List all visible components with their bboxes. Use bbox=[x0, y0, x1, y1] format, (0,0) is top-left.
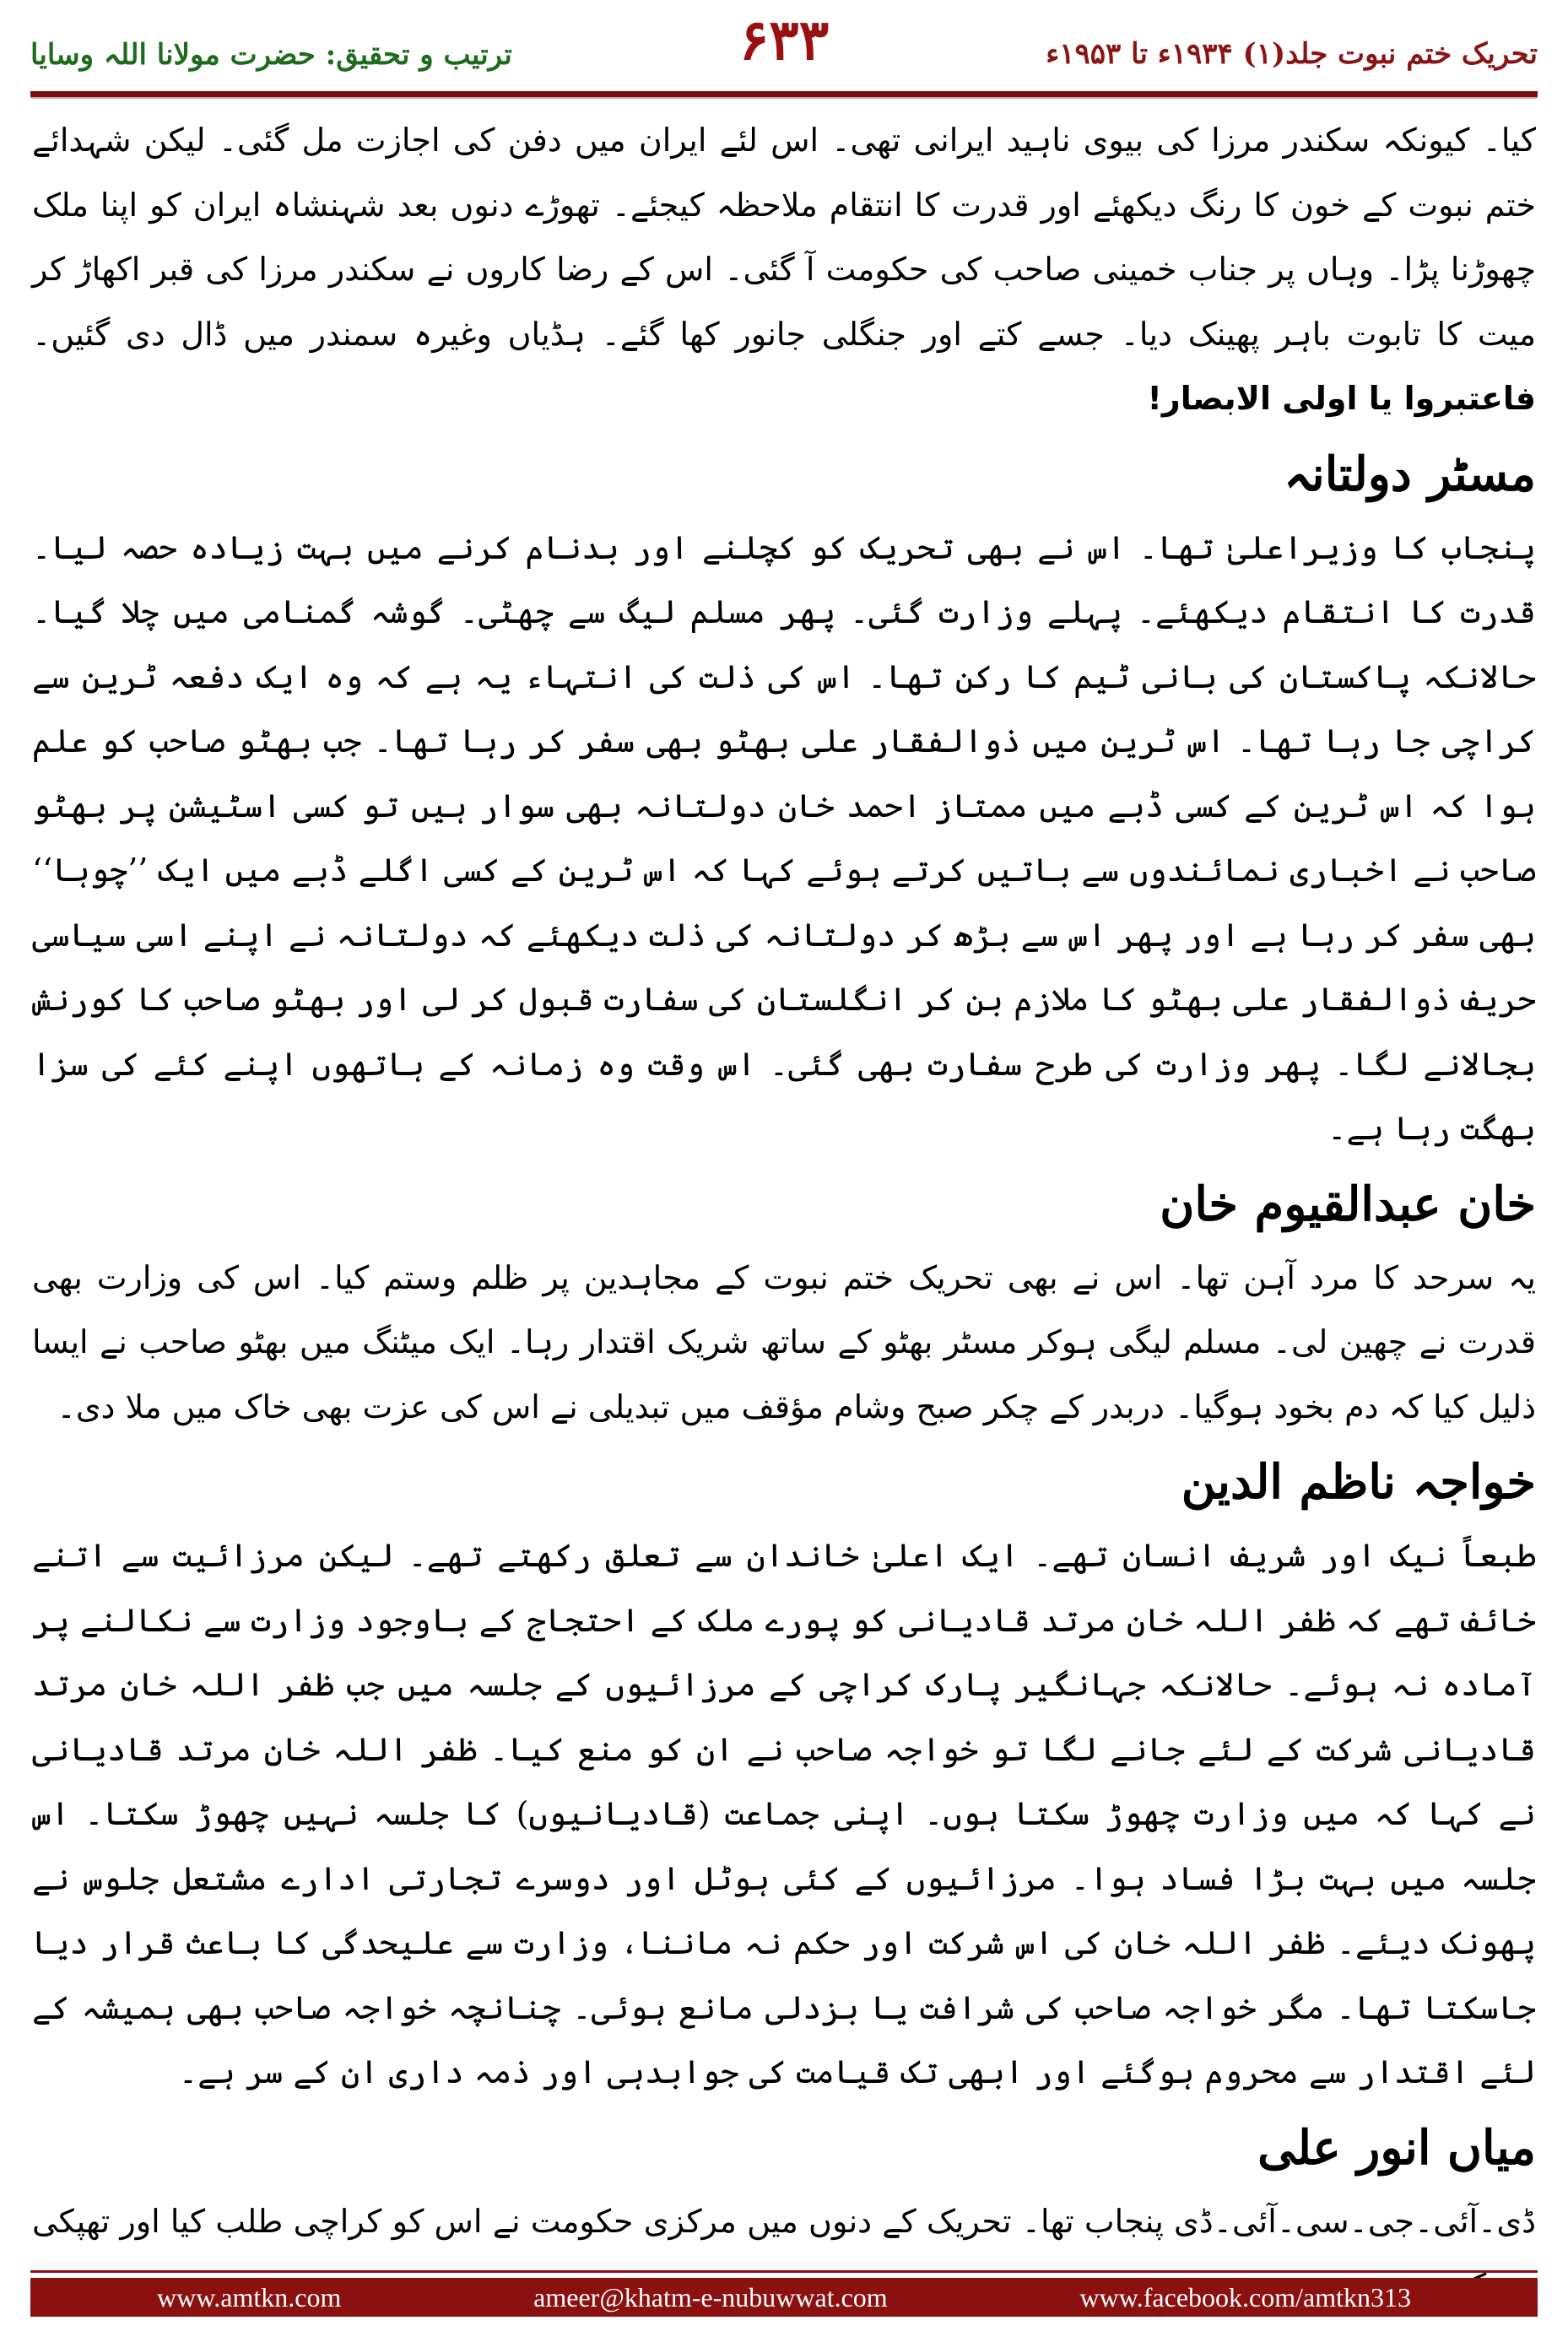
facebook-link[interactable]: www.facebook.com/amtkn313 bbox=[1079, 2281, 1411, 2312]
footer-divider bbox=[30, 2270, 1538, 2273]
paragraph-sikandar-mirza bbox=[32, 108, 1536, 431]
quranic-quote: فاعتبروا یا اولی الابصار! bbox=[1147, 380, 1536, 417]
paragraph-anwar-ali: ڈی۔آئی۔جی۔سی۔آئی۔ڈی پنجاب تھا۔ تحریک کے دنوں میں مرکزی حکومت نے اس کو کراچی طلب کیا اور تھپکی bbox=[32, 2202, 1536, 2240]
section-heading-daultana: مسٹر دولتانہ bbox=[1284, 446, 1536, 502]
book-title: تحریک ختم نبوت جلد(۱) ۱۹۳۴ء تا ۱۹۵۳ء bbox=[1046, 37, 1538, 71]
paragraph-daultana: پنجاب کا وزیراعلیٰ تھا۔ اس نے بھی تحریک کو کچلنے اور بدنام کرنے میں بہت زیادہ حصہ لیا۔ قدرت کا انتقام دیکھئے۔ پہلے وزارت گئی۔ پھر مسلم لیگ سے چھٹی۔ گوشہ گمنامی میں چلا گیا۔ حالانکہ پاکستان کی بانی ٹیم کا رکن تھا۔ اس کی ذلت کی انتہاء یہ ہے کہ وہ ایک دفعہ ٹرین سے کراچی جا رہا تھا۔ اس ٹرین میں ذوالفقار علی بھٹو بھی سفر کر رہا تھا۔ جب بھٹو صاحب کو علم ہوا کہ اس ٹرین کے کسی ڈبے میں ممتاز احمد خان دولتانہ بھی سوار ہیں تو کسی اسٹیشن پر بھٹو صاحب نے اخباری نمائندوں سے باتیں کرتے ہوئے کہا کہ اس ٹرین کے کسی اگلے ڈبے میں ایک ’’چوہا‘‘ بھی سفر کر رہا ہے اور پھر اس سے بڑھ کر دولتانہ کی ذلت دیکھئے کہ دولتانہ نے اپنے اسی سیاسی حریف ذوالفقار علی بھٹو کا ملازم بن کر انگلستان کی سفارت قبول کر لی اور بھٹو صاحب کا کورنش بجالانے لگا۔ پھر وزارت کی طرح سفارت بھی گئی۔ اس وقت وہ زمانہ کے ہاتھوں اپنے کئے کی سزا بھگت رہا ہے۔ bbox=[32, 528, 1536, 1147]
compiler-credit: ترتیب و تحقیق: حضرت مولانا اللہ وسایا bbox=[30, 38, 512, 72]
website-link[interactable]: www.amtkn.com bbox=[157, 2281, 342, 2312]
paragraph-text: کیا۔ کیونکہ سکندر مرزا کی بیوی ناہید ایرانی تھی۔ اس لئے ایران میں دفن کی اجازت مل گئی۔ لیکن شہدائے ختم نبوت کے خون کا رنگ دیکھئے اور قدرت کا انتقام ملاحظہ کیجئے۔ تھوڑے دنوں بعد شہنشاہ ایران کو اپنا ملک چھوڑنا پڑا۔ وہاں پر جناب خمینی صاحب کی حکومت آ گئی۔ اس کے رضا کاروں نے سکندر مرزا کی قبر اکھاڑ کر میت کا تابوت باہر پھینک دیا۔ جسے کتے اور جنگلی جانور کھا گئے۔ ہڈیاں وغیرہ سمندر میں ڈال دی گئیں۔ bbox=[32, 122, 1536, 353]
section-heading-nazimuddin: خواجہ ناظم الدین bbox=[1181, 1454, 1536, 1510]
paragraph-nazimuddin: طبعاً نیک اور شریف انسان تھے۔ ایک اعلیٰ خاندان سے تعلق رکھتے تھے۔ لیکن مرزائیت سے اتنے خائف تھے کہ ظفر اللہ خان مرتد قادیانی کو پورے ملک کے احتجاج کے باوجود وزارت سے نکالنے پر آمادہ نہ ہوئے۔ حالانکہ جہانگیر پارک کراچی کے مرزائیوں کے جلسہ میں جب ظفر اللہ خان مرتد قادیانی شرکت کے لئے جانے لگا تو خواجہ صاحب نے ان کو منع کیا۔ ظفر اللہ خان مرتد قادیانی نے کہا کہ میں وزارت چھوڑ سکتا ہوں۔ اپنی جماعت (قادیانیوں) کا جلسہ نہیں چھوڑ سکتا۔ اس جلسہ میں بہت بڑا فساد ہوا۔ مرزائیوں کے کئی ہوٹل اور دوسرے تجارتی ادارے مشتعل جلوس نے پھونک دیئے۔ ظفر اللہ خان کی اس شرکت اور حکم نہ ماننا، وزارت سے علیحدگی کا باعث قرار دیا جاسکتا تھا۔ مگر خواجہ صاحب کی شرافت یا بزدلی مانع ہوئی۔ چنانچہ خواجہ صاحب بھی ہمیشہ کے لئے اقتدار سے محروم ہوگئے اور ابھی تک قیامت کی جوابدہی اور ذمہ داری ان کے سر ہے۔ bbox=[32, 1537, 1536, 2090]
page-number: ۶۳۳ bbox=[738, 7, 830, 73]
page-body bbox=[32, 108, 1536, 2318]
email-link[interactable]: ameer@khatm-e-nubuwwat.com bbox=[533, 2281, 888, 2312]
section-heading-qayyum-khan: خان عبدالقیوم خان bbox=[1160, 1176, 1536, 1232]
page-header bbox=[0, 0, 1568, 78]
section-heading-anwar-ali: میاں انور علی bbox=[1257, 2119, 1536, 2176]
paragraph-qayyum-khan: یہ سرحد کا مرد آہن تھا۔ اس نے بھی تحریک ختم نبوت کے مجاہدین پر ظلم وستم کیا۔ اس کی وزارت بھی قدرت نے چھین لی۔ مسلم لیگی ہوکر مسٹر بھٹو کے ساتھ شریک اقتدار رہا۔ ایک میٹنگ میں بھٹو صاحب نے ایسا ذلیل کیا کہ دم بخود ہوگیا۔ دربدر کے چکر صبح وشام مؤقف میں تبدیلی نے اس کی عزت بھی خاک میں ملا دی۔ bbox=[32, 1258, 1536, 1425]
header-divider bbox=[30, 91, 1538, 99]
page-footer bbox=[30, 2278, 1538, 2317]
